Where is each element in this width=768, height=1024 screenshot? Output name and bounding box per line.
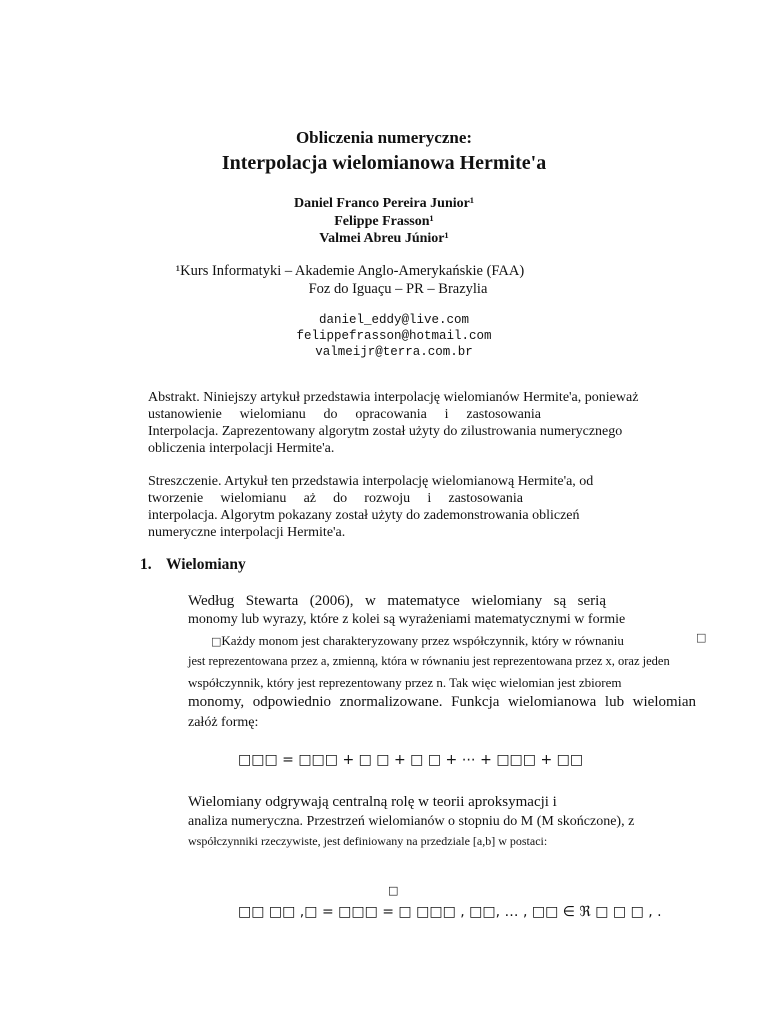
abstract-line-3: Interpolacja. Zaprezentowany algorytm został użyty do zilustrowania numerycznego [148, 424, 623, 439]
p2-line-3: współczynniki rzeczywiste, jest definiowany na przedziale [a,b] w postaci: [188, 834, 548, 848]
p1-line-2: monomy lub wyrazy, które z kolei są wyrażeniami matematycznymi w formie [188, 612, 626, 627]
affiliation-line-2: Foz do Iguaçu – PR – Brazylia [308, 281, 488, 297]
section-heading [140, 556, 246, 574]
email-2: felippefrasson@hotmail.com [296, 329, 492, 343]
email-3: valmeijr@terra.com.br [315, 345, 473, 359]
section-number: 1. [140, 556, 152, 573]
p2-line-1: Wielomiany odgrywają centralną rolę w teorii aproksymacji i [188, 794, 557, 810]
resumo-line-2: tworzenie wielomianu aż do rozwoju i zastosowania [148, 491, 523, 506]
abstract-line-2: ustanowienie wielomianu do opracowania i zastosowania [148, 407, 541, 422]
polynomial-formula: □□□ = □□□ + □ □ + □ □ + ⋯ + □□□ + □□ [238, 752, 584, 768]
formula-2-superscript: □ [388, 884, 399, 897]
abstract-line-4: obliczenia interpolacji Hermite'a. [148, 441, 335, 456]
p2-line-2: analiza numeryczna. Przestrzeń wielomianów o stopniu do M (M skończone), z [188, 814, 635, 829]
p1-line-3: □Każdy monom jest charakteryzowany przez współczynnik, który w równaniu [211, 633, 624, 648]
resumo-line-4: numeryczne interpolacji Hermite'a. [148, 525, 346, 540]
abstract-line-1: Abstrakt. Niniejszy artykuł przedstawia interpolację wielomianów Hermite'a, ponieważ [148, 390, 639, 405]
missing-glyph-icon: □ [696, 631, 707, 644]
resumo-line-3: interpolacja. Algorytm pokazany został użyty do zademonstrowania obliczeń [148, 508, 580, 523]
section-title: Wielomiany [166, 556, 246, 573]
abstract-paragraph [148, 389, 678, 457]
author-3: Valmei Abreu Júnior¹ [319, 231, 449, 246]
title-line-1: Obliczenia numeryczne: [295, 128, 473, 147]
resumo-paragraph [148, 473, 678, 541]
title-line-2: Interpolacja wielomianowa Hermite'a [221, 152, 547, 174]
p1-line-6: monomy, odpowiednio znormalizowane. Funkcja wielomianowa lub wielomian [188, 694, 696, 710]
p1-line-7: załóż formę: [188, 715, 259, 730]
author-2: Felippe Frasson¹ [334, 214, 434, 229]
p1-line-4: jest reprezentowana przez a, zmienną, która w równaniu jest reprezentowana przez x, oraz jeden [188, 654, 670, 668]
polynomial-space-formula: □□ □□ ,□ = □□□ = □ □□□ , □□, … , □□ ∈ ℜ □ □ □ , . [238, 904, 662, 920]
author-1: Daniel Franco Pereira Junior¹ [293, 196, 475, 211]
p1-line-1: Według Stewarta (2006), w matematyce wielomiany są serią [188, 593, 606, 609]
affiliation-line-1: ¹Kurs Informatyki – Akademie Anglo-Amerykańskie (FAA) [175, 263, 525, 279]
resumo-line-1: Streszczenie. Artykuł ten przedstawia interpolację wielomianową Hermite'a, od [148, 474, 594, 489]
missing-glyph-icon: □ [211, 635, 222, 648]
email-1: daniel_eddy@live.com [318, 313, 470, 327]
p1-line-5: współczynnik, który jest reprezentowany przez n. Tak więc wielomian jest zbiorem [188, 675, 622, 690]
